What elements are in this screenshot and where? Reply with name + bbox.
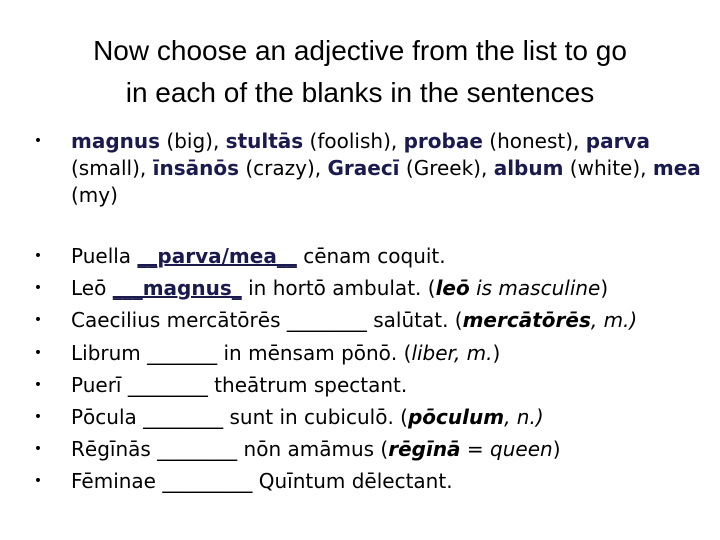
vocab-word: stultās — [225, 129, 304, 153]
sentence-item — [28, 465, 708, 497]
sentence-text: Fēminae — [71, 469, 163, 494]
sentence-item — [28, 272, 708, 304]
sentence-text: cēnam coquit. — [296, 244, 446, 268]
answer-blank[interactable]: _______ — [147, 340, 218, 365]
sentence-text: Caecilius mercātōrēs — [71, 308, 287, 333]
vocab-word: parva — [585, 129, 650, 153]
bullet-icon: • — [33, 408, 43, 425]
sentence-list — [28, 240, 708, 498]
bullet-icon: • — [33, 280, 43, 297]
vocab-gloss: (big), — [160, 129, 226, 153]
sentence-text: Quīntum dēlectant. — [252, 469, 453, 494]
bullet-icon: • — [33, 441, 43, 458]
grammar-note: (rēgīnā = queen) — [380, 437, 561, 462]
sentence-item — [28, 304, 708, 336]
grammar-note: (mercātōrēs, m.) — [454, 308, 638, 333]
answer-blank[interactable]: _________ — [162, 469, 253, 494]
sentence-text: Rēgīnās — [71, 437, 158, 462]
sentence-item — [28, 369, 708, 401]
vocab-gloss: (white), — [563, 156, 653, 180]
vocab-gloss: (Greek), — [399, 156, 494, 180]
title-line-2: in each of the blanks in the sentences — [125, 77, 595, 108]
answer-blank: ___magnus_ — [112, 276, 242, 301]
sentence-text: in hortō ambulat. — [241, 276, 428, 301]
vocab-word: īnsānōs — [152, 156, 239, 180]
sentence-text: Librum — [71, 340, 148, 365]
sentence-text: salūtat. — [366, 308, 455, 333]
vocab-gloss: (foolish), — [303, 129, 404, 153]
sentence-item — [28, 401, 708, 433]
vocab-word: magnus — [71, 129, 161, 153]
grammar-note: (pōculum, n.) — [400, 404, 544, 429]
bullet-icon: • — [33, 133, 43, 149]
title-line-1: Now choose an adjective from the list to go — [93, 35, 627, 66]
grammar-note: (liber, m.) — [403, 340, 501, 365]
bullet-icon: • — [33, 344, 43, 361]
slide-title — [30, 30, 690, 114]
sentence-text: Leō — [71, 276, 113, 301]
answer-blank: __parva/mea__ — [137, 244, 297, 268]
answer-blank[interactable]: ________ — [127, 372, 208, 397]
sentence-text: theātrum spectant. — [207, 372, 408, 397]
vocab-gloss: (honest), — [482, 129, 586, 153]
sentence-text: nōn amāmus — [237, 437, 381, 462]
vocab-gloss: (my) — [71, 183, 118, 207]
answer-blank[interactable]: ________ — [143, 404, 224, 429]
vocab-word: mea — [652, 156, 701, 180]
sentence-item — [28, 433, 708, 465]
sentence-text: sunt in cubiculō. — [223, 404, 401, 429]
vocab-gloss: (crazy), — [238, 156, 328, 180]
answer-blank[interactable]: ________ — [286, 308, 367, 333]
sentence-item — [28, 240, 708, 272]
vocab-gloss: (small), — [71, 156, 153, 180]
vocab-word: probae — [403, 129, 483, 153]
sentence-text: Puella — [71, 244, 138, 268]
bullet-icon: • — [33, 376, 43, 393]
answer-blank[interactable]: ________ — [157, 437, 238, 462]
bullet-icon: • — [33, 248, 43, 264]
vocabulary-item — [28, 128, 708, 209]
vocab-word: album — [493, 156, 564, 180]
vocabulary-list — [28, 128, 708, 209]
bullet-icon: • — [33, 473, 43, 490]
grammar-note: (leō is masculine) — [427, 276, 609, 301]
sentence-text: Puerī — [71, 372, 128, 397]
bullet-icon: • — [33, 312, 43, 329]
sentence-text: in mēnsam pōnō. — [217, 340, 404, 365]
vocab-word: Graecī — [327, 156, 400, 180]
sentence-item — [28, 337, 708, 369]
sentence-text: Pōcula — [71, 404, 144, 429]
